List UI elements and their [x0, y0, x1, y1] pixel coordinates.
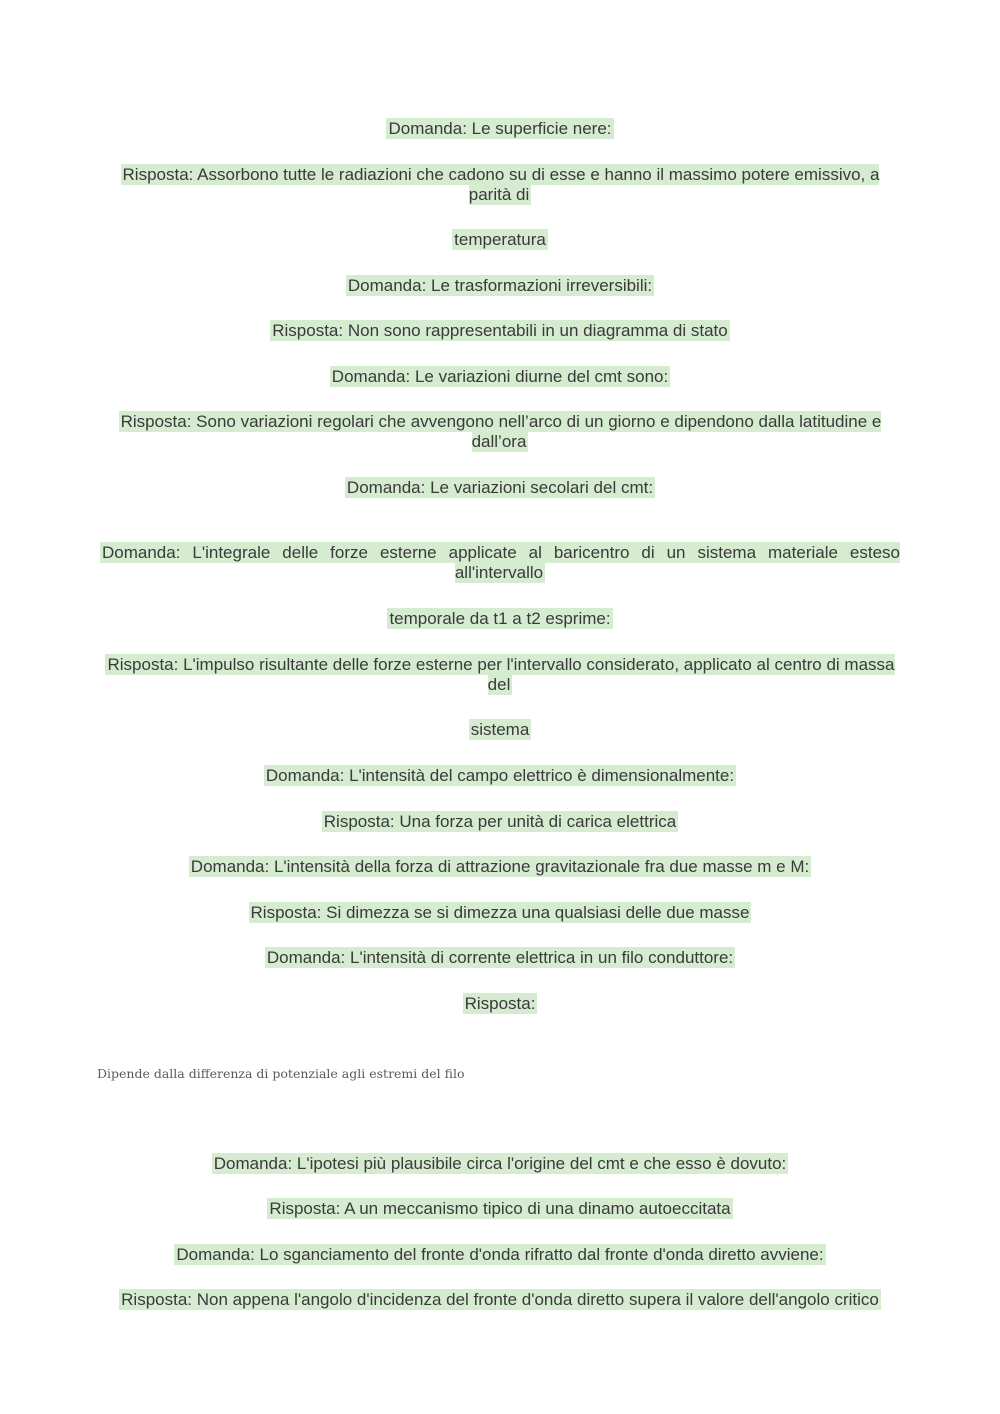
answer-line: Risposta: Una forza per unità di carica elettrica: [323, 812, 677, 831]
question-line: Domanda: L'intensità del campo elettrico è dimensionalmente:: [265, 766, 735, 785]
answer-line: Risposta: Si dimezza se si dimezza una qualsiasi delle due masse: [250, 903, 750, 922]
answer-line: Risposta: Non sono rappresentabili in un diagramma di stato: [272, 321, 728, 340]
answer-note: Dipende dalla differenza di potenziale agli estremi del filo: [97, 1066, 465, 1081]
question-line: Domanda: Le variazioni diurne del cmt sono:: [331, 367, 669, 386]
question-line: Domanda: Le variazioni secolari del cmt:: [346, 478, 654, 497]
question-line: Domanda: L'intensità della forza di attrazione gravitazionale fra due masse m e M:: [190, 857, 810, 876]
answer-line: Risposta: L'impulso risultante delle forze esterne per l'intervallo considerato, applicato al centro di massa del: [107, 655, 895, 694]
question-line: Domanda: L'ipotesi più plausibile circa l'origine del cmt e che esso è dovuto:: [213, 1154, 787, 1173]
answer-line: Risposta: Sono variazioni regolari che avvengono nell’arco di un giorno e dipendono dalla latitudine e dall’ora: [120, 412, 882, 451]
question-line: Domanda: L'integrale delle forze esterne applicate al baricentro di un sistema materiale esteso all'intervallo: [102, 543, 900, 582]
question-line: Domanda: Le superficie nere:: [388, 119, 612, 138]
answer-line: Risposta: Assorbono tutte le radiazioni che cadono su di esse e hanno il massimo potere emissivo, a parità di: [122, 165, 880, 204]
question-line: temporale da t1 a t2 esprime:: [389, 609, 611, 628]
question-line: Domanda: Le trasformazioni irreversibili:: [347, 276, 653, 295]
question-line: Domanda: L'intensità di corrente elettrica in un filo conduttore:: [266, 948, 734, 967]
answer-line: sistema: [470, 720, 530, 739]
answer-line: Risposta: Non appena l'angolo d'incidenza del fronte d'onda diretto supera il valore dell'angolo critico: [121, 1290, 879, 1309]
answer-line: temperatura: [454, 230, 546, 249]
answer-line: Risposta:: [464, 994, 536, 1013]
question-line: Domanda: Lo sganciamento del fronte d'onda rifratto dal fronte d'onda diretto avviene:: [176, 1245, 824, 1264]
answer-line: Risposta: A un meccanismo tipico di una dinamo autoeccitata: [269, 1199, 731, 1218]
